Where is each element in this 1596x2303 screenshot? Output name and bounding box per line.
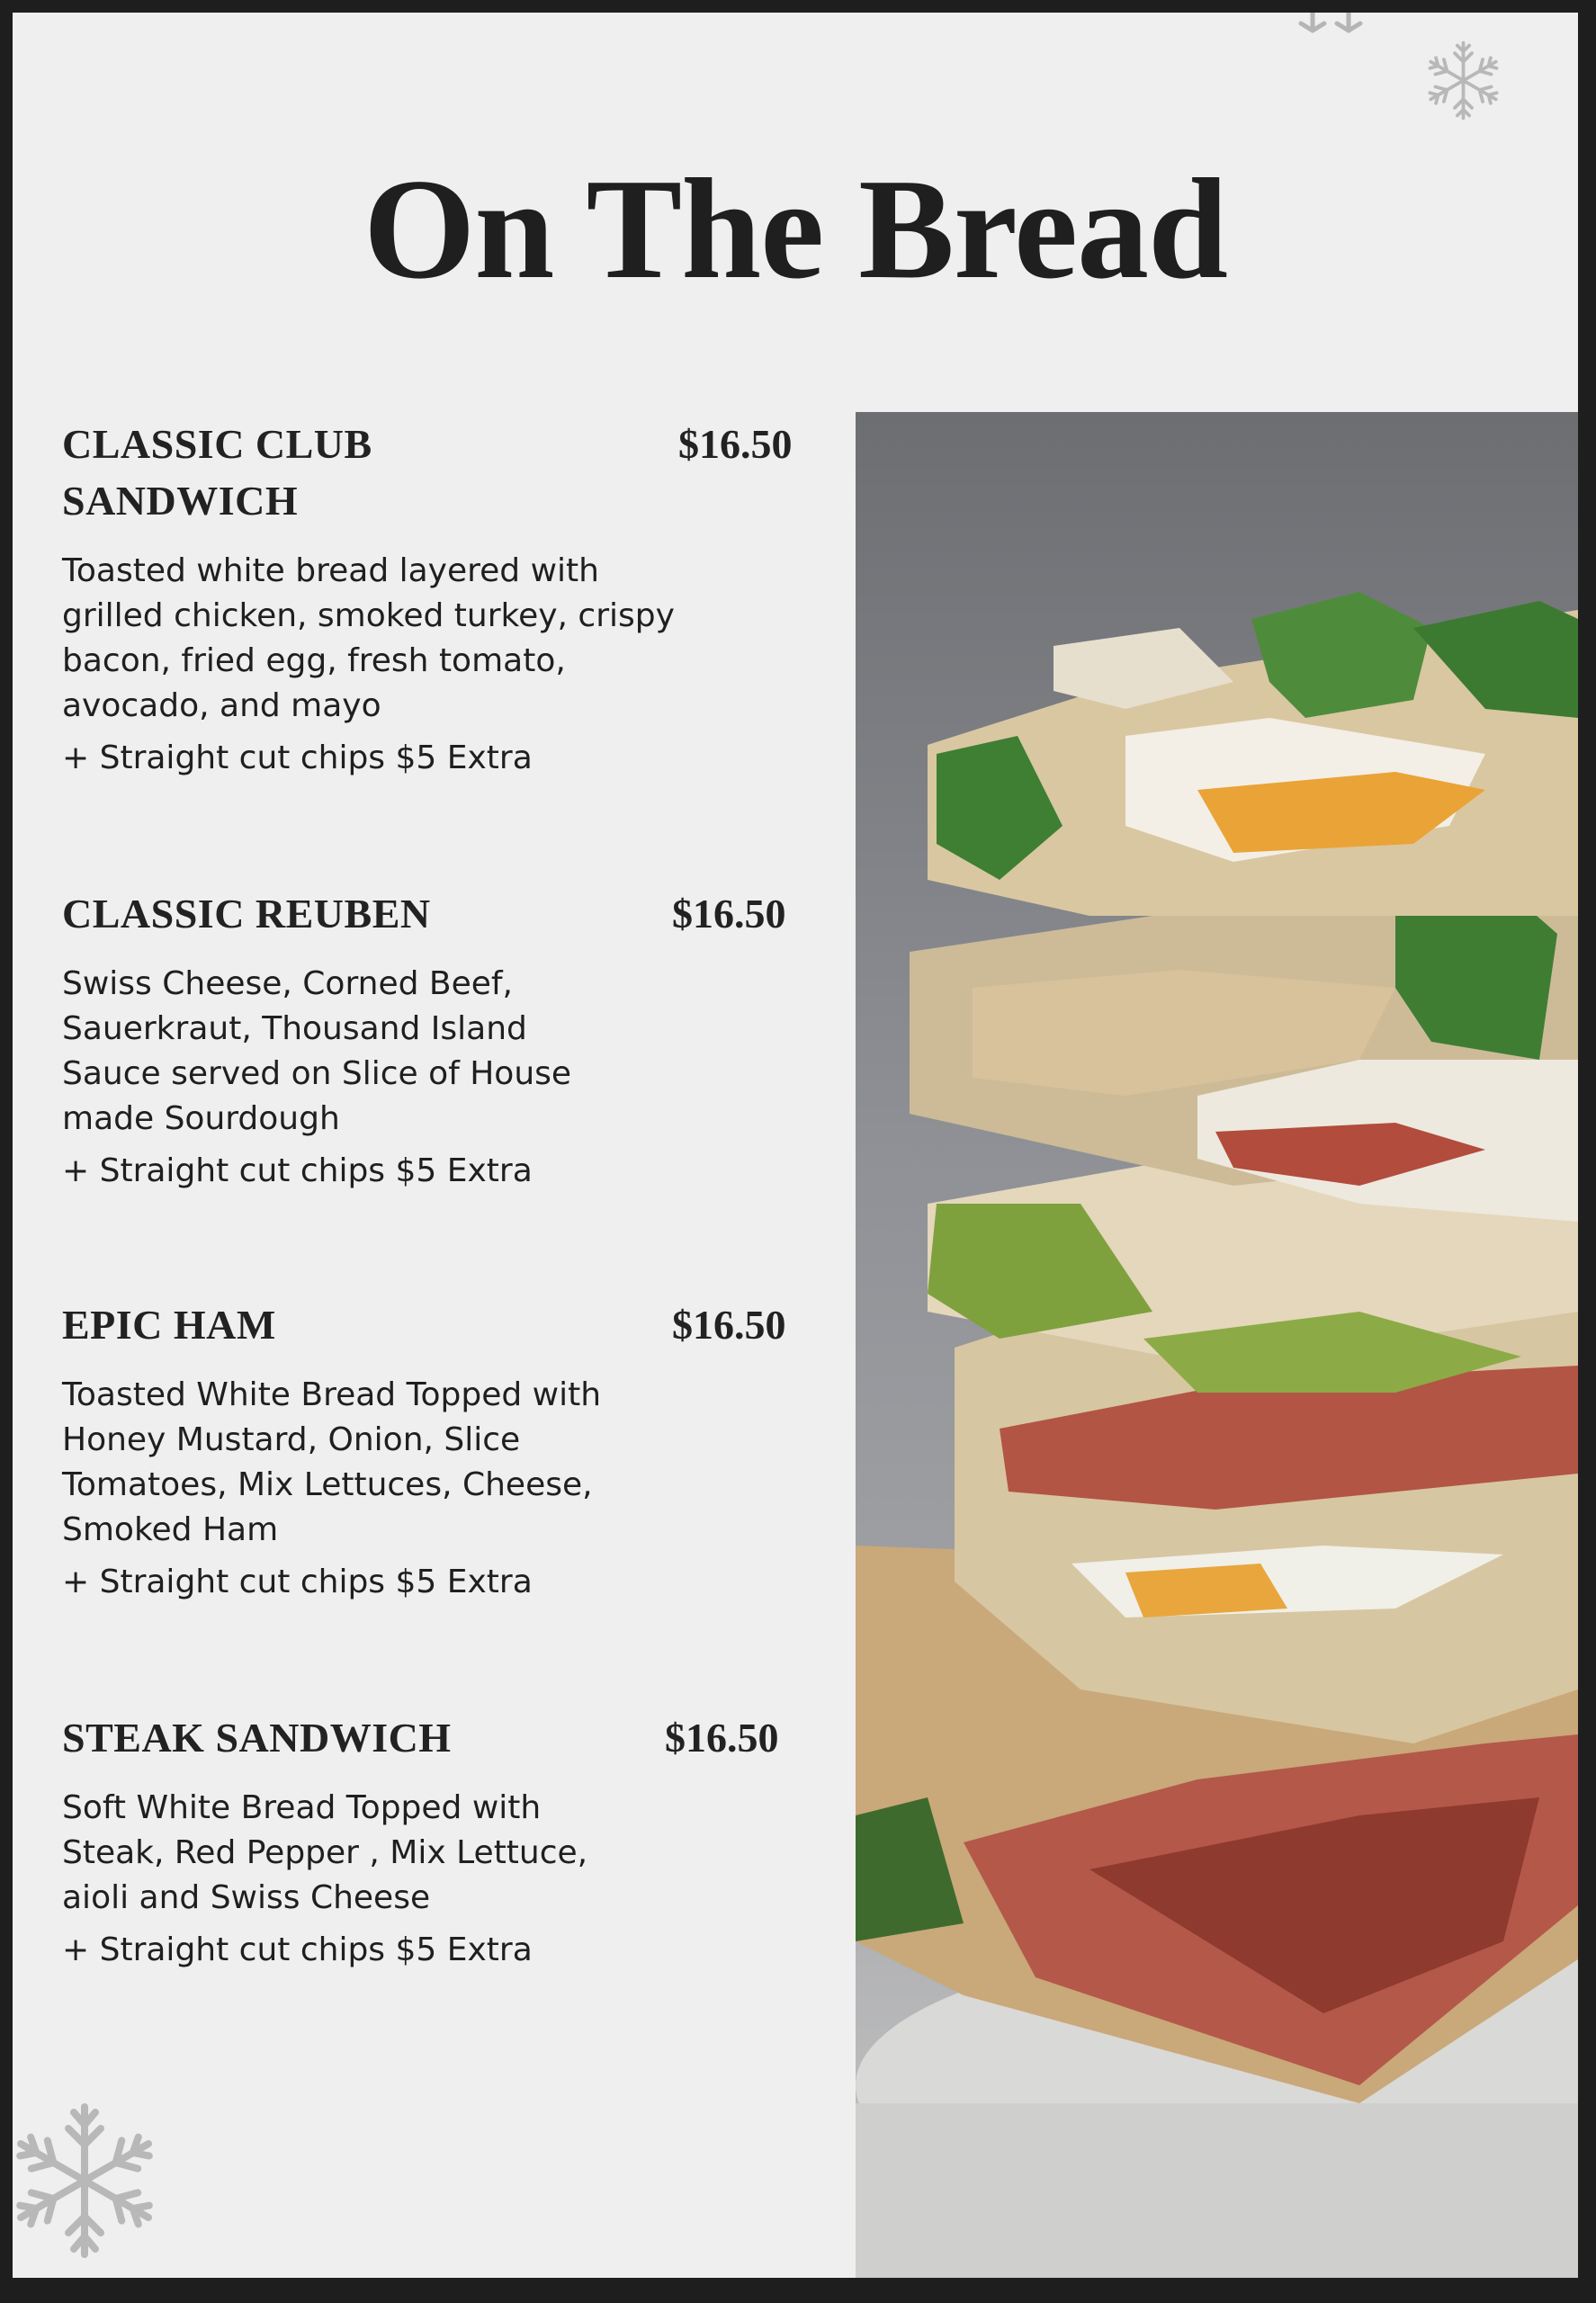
item-price: $16.50 [672, 891, 786, 936]
item-price: $16.50 [678, 421, 793, 467]
sandwich-photo [856, 412, 1578, 2278]
item-name: CLASSIC CLUB SANDWICH [62, 421, 372, 524]
snowflake-icon [1421, 38, 1506, 123]
item-description: Toasted White Bread Topped with Honey Mustard, Onion, Slice Tomatoes, Mix Lettuces, Cheese, Smoked Ham [62, 1376, 602, 1548]
item-extra: + Straight cut chips $5 Extra [62, 739, 533, 776]
snowflake-icon [1290, 13, 1389, 49]
menu-item [62, 1296, 809, 1605]
item-extra: + Straight cut chips $5 Extra [62, 1931, 533, 1968]
item-description: Toasted white bread layered with grilled chicken, smoked turkey, crispy bacon, fried egg, fresh tomato, avocado, and mayo [62, 552, 675, 724]
item-name: EPIC HAM [62, 1302, 276, 1348]
item-price: $16.50 [672, 1302, 786, 1348]
stacked-sandwich-illustration [856, 412, 1578, 2278]
item-name: CLASSIC REUBEN [62, 891, 431, 936]
menu-item [62, 416, 809, 781]
item-description: Swiss Cheese, Corned Beef, Sauerkraut, Thousand Island Sauce served on Slice of House made Sourdough [62, 965, 572, 1137]
snowflake-icon [13, 2091, 157, 2271]
item-extra: + Straight cut chips $5 Extra [62, 1152, 533, 1189]
menu-item [62, 1709, 809, 1973]
menu-page [13, 13, 1578, 2278]
menu-item [62, 885, 809, 1194]
item-description: Soft White Bread Topped with Steak, Red Pepper , Mix Lettuce, aioli and Swiss Cheese [62, 1789, 588, 1916]
item-name: STEAK SANDWICH [62, 1715, 452, 1761]
item-price: $16.50 [665, 1715, 779, 1761]
page-title: On The Bread [363, 148, 1228, 309]
item-extra: + Straight cut chips $5 Extra [62, 1564, 533, 1600]
